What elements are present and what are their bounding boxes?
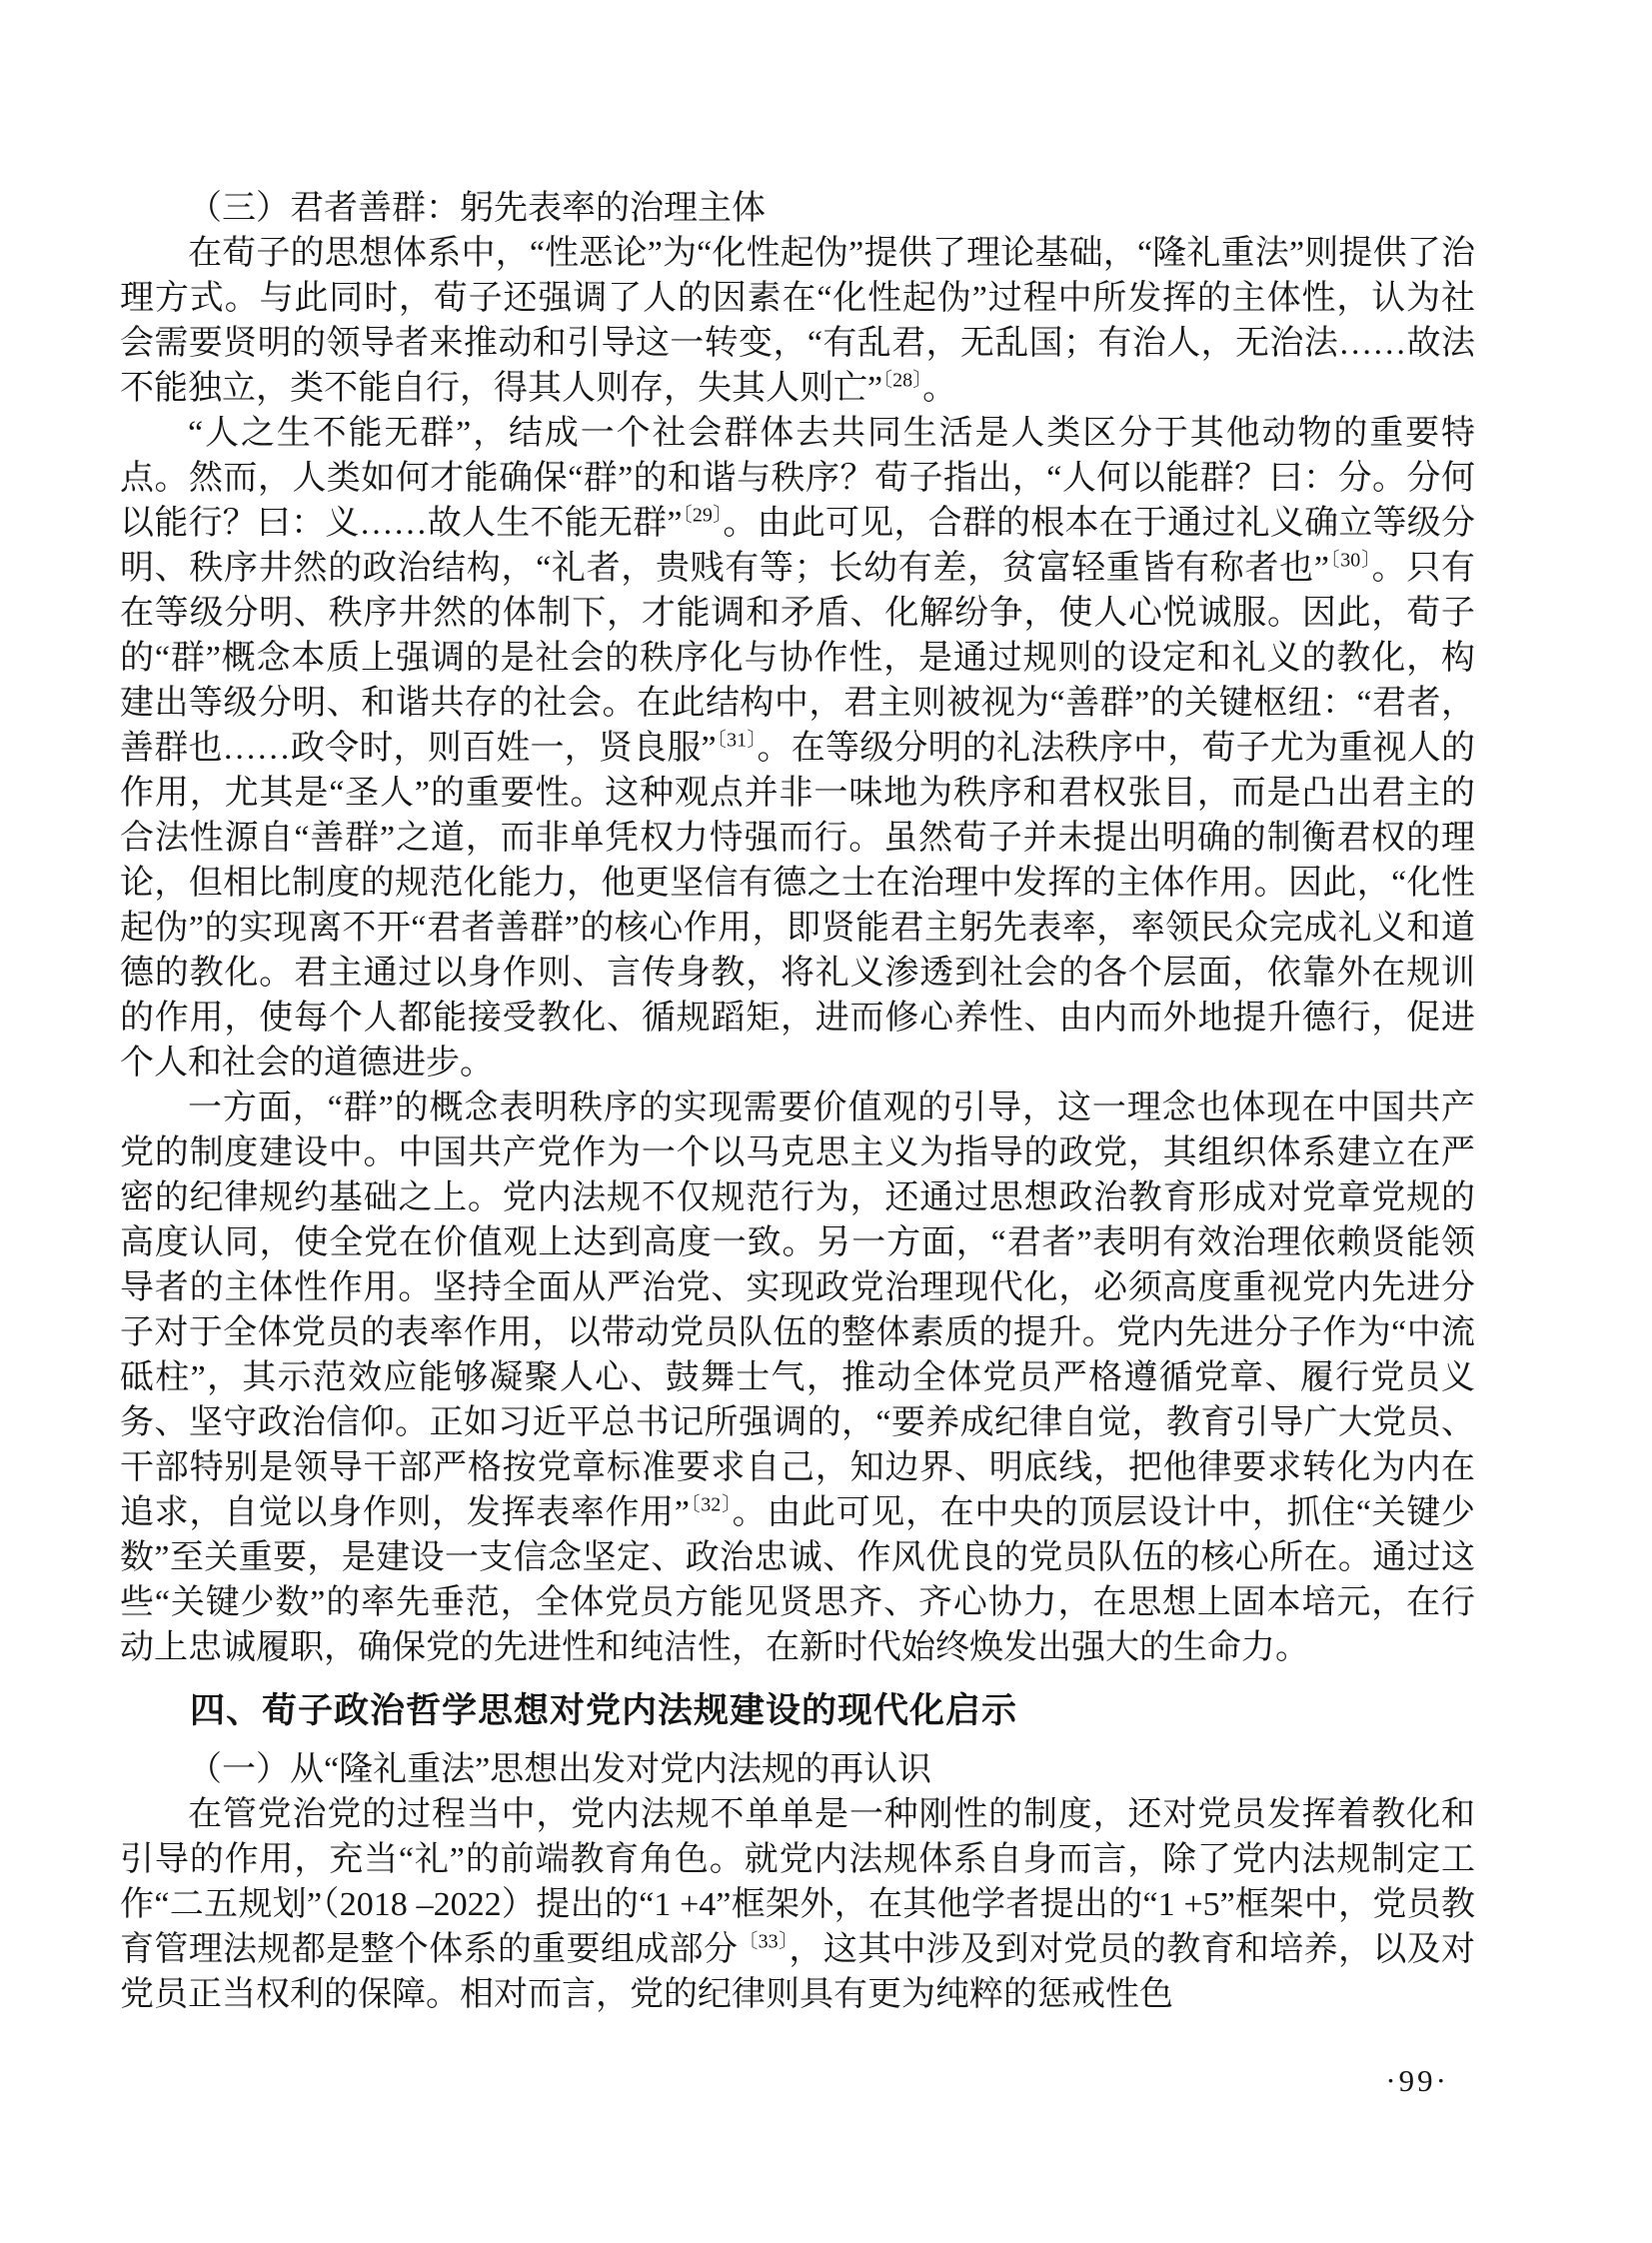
subsection-heading-1: （一）从“隆礼重法”思想出发对党内法规的再认识 bbox=[188, 1751, 932, 1788]
paragraph-2-text-d: 。在等级分明的礼法秩序中，荀子尤为重视人的作用，尤其是“圣人”的重要性。这种观点并非一味地为秩序和君权张目，而是凸出君主的合法性源自“善群”之道，而非单凭权力恃强而行。虽然荀子并未提出明确的制衡君权的理论，但相比制度的规范化能力，他更坚信有德之士在治理中发挥的主体作用。因此，“化性起伪”的实现离不开“君者善群”的核心作用，即贤能君主躬先表率，率领民众完成礼义和道德的教化。君主通过以身作则、言传身教，将礼义渗透到社会的各个层面，依靠外在规训的作用，使每个人都能接受教化、循规蹈矩，进而修心养性、由内而外地提升德行，促进个人和社会的道德进步。 bbox=[120, 730, 1475, 1082]
footnote-ref-31: 〔31〕 bbox=[716, 729, 758, 752]
footnote-ref-29: 〔29〕 bbox=[682, 504, 724, 527]
paragraph-2-text-a: “人之生不能无群”，结成一个社会群体去共同生活是人类区分于其他动物的重要特点。然而，人类如何才能确保“群”的和谐与秩序？荀子指出，“人何以能群？曰：分。分何以能行？曰：义……故人生不能无群” bbox=[120, 415, 1475, 542]
paragraph-3-text-b: 。由此可见，在中央的顶层设计中，抓住“关键少数”至关重要，是建设一支信念坚定、政治忠诚、作风优良的党员队伍的核心所在。通过这些“关键少数”的率先垂范，全体党员方能见贤思齐、齐心协力，在思想上固本培元，在行动上忠诚履职，确保党的先进性和纯洁性，在新时代始终焕发出强大的生命力。 bbox=[120, 1494, 1476, 1666]
footnote-ref-28: 〔28〕 bbox=[882, 369, 923, 392]
paragraph-4-text-a: 在管党治党的过程当中，党内法规不单单是一种刚性的制度，还对党员发挥着教化和引导的作用，充当“礼”的前端教育角色。就党内法规体系自身而言，除了党内法规制定工作“二五规划”（2018 –2022）提出的“1 +4”框架外，在其他学者提出的“1 +5”框架中，党员教育管理法规都是整个体系的重要组成部分 bbox=[120, 1796, 1475, 1968]
footnote-ref-33: 〔33〕 bbox=[738, 1930, 790, 1953]
text-column bbox=[120, 186, 1475, 2017]
footnote-ref-32: 〔32〕 bbox=[689, 1493, 733, 1516]
paragraph-3 bbox=[120, 1086, 1475, 1670]
paragraph-1-text-end: 。 bbox=[922, 370, 957, 407]
paragraph-3-text-a: 一方面，“群”的概念表明秩序的实现需要价值观的引导，这一理念也体现在中国共产党的制度建设中。中国共产党作为一个以马克思主义为指导的政党，其组织体系建立在严密的纪律规约基础之上。党内法规不仅规范行为，还通过思想政治教育形成对党章党规的高度认同，使全党在价值观上达到高度一致。另一方面，“君者”表明有效治理依赖贤能领导者的主体性作用。坚持全面从严治党、实现政党治理现代化，必须高度重视党内先进分子对于全体党员的表率作用，以带动党员队伍的整体素质的提升。党内先进分子作为“中流砥柱”，其示范效应能够凝聚人心、鼓舞士气，推动全体党员严格遵循党章、履行党员义务、坚守政治信仰。正如习近平总书记所强调的，“要养成纪律自觉，教育引导广大党员、干部特别是领导干部严格按党章标准要求自己，知边界、明底线，把他律要求转化为内在追求，自觉以身作则，发挥表率作用” bbox=[120, 1090, 1475, 1531]
paragraph-1-text: 在荀子的思想体系中，“性恶论”为“化性起伪”提供了理论基础，“隆礼重法”则提供了治理方式。与此同时，荀子还强调了人的因素在“化性起伪”过程中所发挥的主体性，认为社会需要贤明的领导者来推动和引导这一转变，“有乱君，无乱国；有治人，无治法……故法不能独立，类不能自行，得其人则存，失其人则亡” bbox=[120, 235, 1475, 407]
page-number: ·99· bbox=[1385, 2063, 1449, 2098]
section-heading-4: 四、荀子政治哲学思想对党内法规建设的现代化启示 bbox=[190, 1691, 1018, 1730]
footnote-ref-30: 〔30〕 bbox=[1328, 549, 1372, 572]
paragraph-4-text-b: ，这其中涉及到对党员的教育和培养，以及对党员正当权利的保障。相对而言，党的纪律则具有更为纯粹的惩戒性色 bbox=[120, 1931, 1476, 2013]
paragraph-2 bbox=[120, 411, 1475, 1086]
paragraph-1 bbox=[120, 231, 1475, 411]
subsection-heading-3: （三）君者善群：躬先表率的治理主体 bbox=[188, 190, 766, 227]
paragraph-4 bbox=[120, 1792, 1475, 2017]
paragraph-2-text-b: 。由此可见，合群的根本在于通过礼义确立等级分明、秩序井然的政治结构，“礼者，贵贱有等；长幼有差，贫富轻重皆有称者也” bbox=[120, 505, 1476, 587]
paragraph-2-text-c: 。只有在等级分明、秩序井然的体制下，才能调和矛盾、化解纷争，使人心悦诚服。因此，荀子的“群”概念本质上强调的是社会的秩序化与协作性，是通过规则的设定和礼义的教化，构建出等级分明、和谐共存的社会。在此结构中，君主则被视为“善群”的关键枢纽：“君者，善群也……政令时，则百姓一，贤良服” bbox=[120, 550, 1475, 767]
